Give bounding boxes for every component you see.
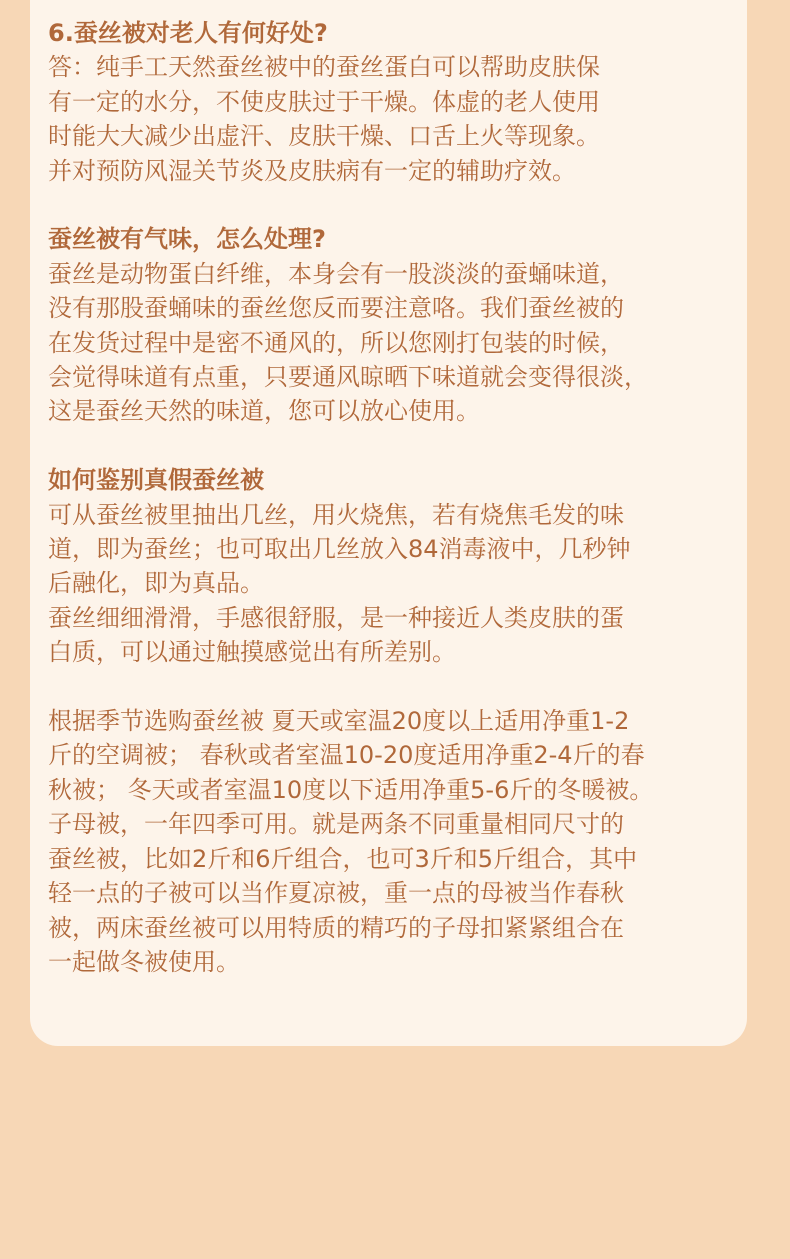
paragraph-line: 子母被，一年四季可用。就是两条不同重量相同尺寸的 <box>48 810 624 839</box>
paragraph-line: 被，两床蚕丝被可以用特质的精巧的子母扣紧紧组合在 <box>48 913 624 942</box>
article-body <box>48 16 738 1014</box>
paragraph-line: 没有那股蚕蛹味的蚕丝您反而要注意咯。我们蚕丝被的 <box>48 294 624 323</box>
section-heading: 蚕丝被有气味，怎么处理? <box>48 225 326 254</box>
paragraph-line: 蚕丝是动物蛋白纤维，本身会有一股淡淡的蚕蛹味道， <box>48 259 624 288</box>
paragraph-line: 并对预防风湿关节炎及皮肤病有一定的辅助疗效。 <box>48 156 576 185</box>
paragraph-line: 蚕丝被，比如2斤和6斤组合，也可3斤和5斤组合，其中 <box>48 844 638 873</box>
paragraph-line: 会觉得味道有点重，只要通风晾晒下味道就会变得很淡， <box>48 363 648 392</box>
paragraph-line: 在发货过程中是密不通风的，所以您刚打包装的时候， <box>48 328 624 357</box>
paragraph-line: 一起做冬被使用。 <box>48 947 240 976</box>
paragraph-line: 时能大大减少出虚汗、皮肤干燥、口舌上火等现象。 <box>48 122 600 151</box>
section-odor-handling <box>48 222 738 428</box>
paragraph-line: 轻一点的子被可以当作夏凉被，重一点的母被当作春秋 <box>48 879 624 908</box>
paragraph-line: 答：纯手工天然蚕丝被中的蚕丝蛋白可以帮助皮肤保 <box>48 53 600 82</box>
paragraph-line: 白质，可以通过触摸感觉出有所差别。 <box>48 638 456 667</box>
paragraph-line: 这是蚕丝天然的味道，您可以放心使用。 <box>48 397 480 426</box>
paragraph-line: 道，即为蚕丝；也可取出几丝放入84消毒液中，几秒钟 <box>48 535 631 564</box>
paragraph-line: 后融化，即为真品。 <box>48 569 264 598</box>
paragraph-line: 蚕丝细细滑滑，手感很舒服，是一种接近人类皮肤的蛋 <box>48 603 624 632</box>
paragraph-line: 根据季节选购蚕丝被 夏天或室温20度以上适用净重1-2 <box>48 707 630 736</box>
paragraph-line: 可从蚕丝被里抽出几丝，用火烧焦，若有烧焦毛发的味 <box>48 500 624 529</box>
paragraph-line: 有一定的水分，不使皮肤过于干燥。体虚的老人使用 <box>48 87 600 116</box>
paragraph-line: 斤的空调被； 春秋或者室温10-20度适用净重2-4斤的春 <box>48 741 645 770</box>
paragraph-line: 秋被； 冬天或者室温10度以下适用净重5-6斤的冬暖被。 <box>48 775 654 804</box>
section-heading: 6.蚕丝被对老人有何好处? <box>48 19 328 47</box>
section-authenticity <box>48 463 738 669</box>
section-elderly-benefits <box>48 16 738 188</box>
section-heading: 如何鉴别真假蚕丝被 <box>48 466 264 495</box>
section-seasonal-selection <box>48 704 738 979</box>
